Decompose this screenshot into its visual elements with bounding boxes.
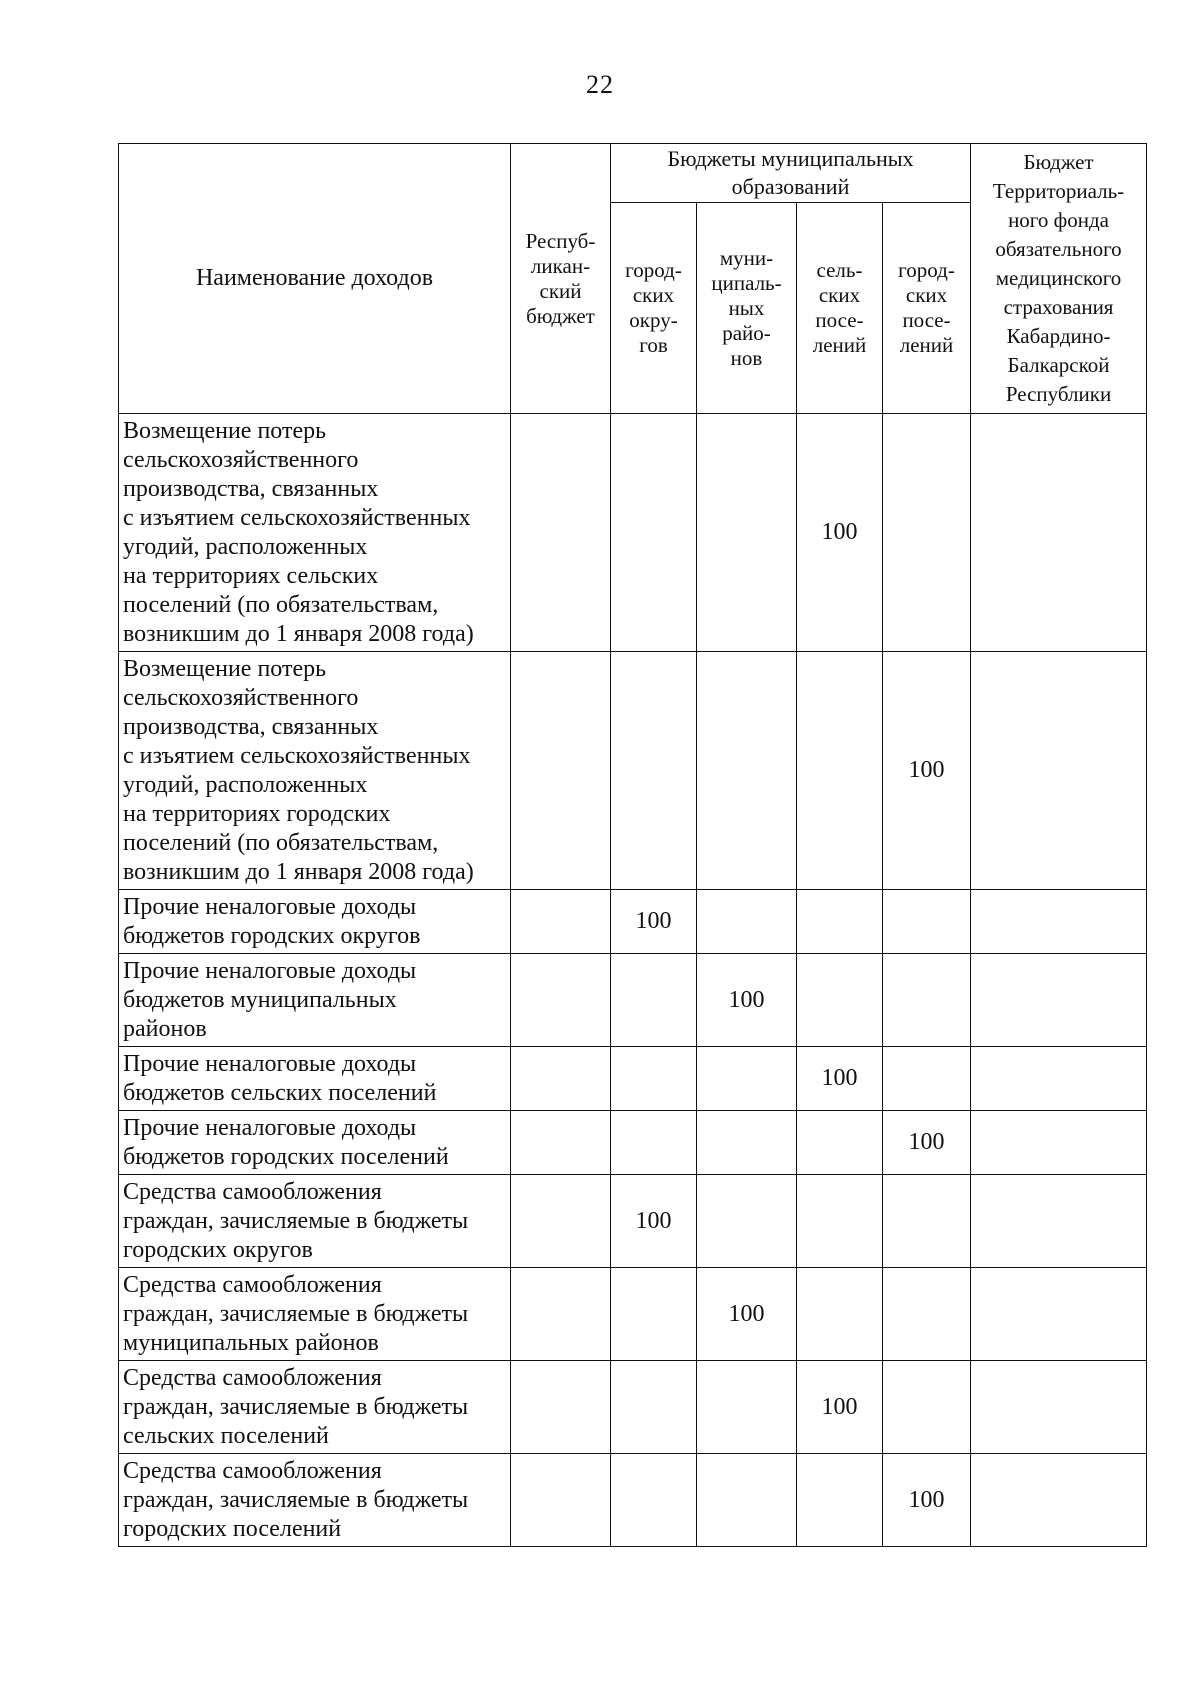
header-line: страхования [1003, 295, 1114, 319]
city-districts-cell: 100 [611, 1175, 697, 1268]
city-districts-cell [611, 652, 697, 890]
republic-budget-cell [511, 954, 611, 1047]
revenue-name-cell [119, 1047, 511, 1111]
revenue-name-line: бюджетов сельских поселений [123, 1080, 437, 1106]
revenue-name-line: возникшим до 1 января 2008 года) [123, 621, 474, 647]
revenue-name-line: муниципальных районов [123, 1330, 379, 1356]
city-districts-cell [611, 1268, 697, 1361]
revenue-name-line: городских поселений [123, 1516, 342, 1542]
table-row [119, 1111, 1147, 1175]
header-line: посе- [902, 308, 951, 332]
revenue-name-line: угодий, расположенных [123, 534, 368, 560]
municipal-districts-cell: 100 [697, 954, 797, 1047]
header-line: город- [625, 258, 682, 282]
header-municipal-districts [697, 203, 797, 414]
rural-settlements-cell [797, 1175, 883, 1268]
header-line: город- [898, 258, 955, 282]
city-districts-cell [611, 954, 697, 1047]
revenue-name-line: поселений (по обязательствам, [123, 592, 439, 618]
rural-settlements-cell [797, 954, 883, 1047]
header-line: окру- [629, 308, 678, 332]
revenue-name-cell [119, 414, 511, 652]
table-row [119, 954, 1147, 1047]
header-line: ских [818, 283, 861, 307]
header-line: обязательного [995, 237, 1122, 261]
revenue-name-line: с изъятием сельскохозяйственных [123, 743, 471, 769]
republic-budget-cell [511, 652, 611, 890]
revenue-name-cell [119, 890, 511, 954]
header-line: ских [632, 283, 675, 307]
municipal-districts-cell [697, 1454, 797, 1547]
revenue-name-line: угодий, расположенных [123, 772, 368, 798]
header-line: нов [730, 345, 763, 370]
header-rural-settlements [797, 203, 883, 414]
header-line: сель- [816, 258, 863, 282]
urban-settlements-cell: 100 [883, 1454, 971, 1547]
header-line: ский [539, 278, 582, 303]
revenue-name-line: Прочие неналоговые доходы [123, 1051, 417, 1077]
revenue-name-line: Прочие неналоговые доходы [123, 894, 417, 920]
table-row [119, 1175, 1147, 1268]
urban-settlements-cell: 100 [883, 652, 971, 890]
revenue-name-cell [119, 1454, 511, 1547]
revenue-name-line: Средства самообложения [123, 1458, 382, 1484]
header-territorial-fund-budget [971, 144, 1147, 414]
header-line: ликан- [530, 253, 591, 278]
revenue-name-line: с изъятием сельскохозяйственных [123, 505, 471, 531]
territorial-fund-cell [971, 1361, 1147, 1454]
revenue-name-line: Средства самообложения [123, 1365, 382, 1391]
revenue-name-line: бюджетов городских округов [123, 923, 421, 949]
municipal-districts-cell [697, 1111, 797, 1175]
header-line: Кабардино- [1006, 324, 1111, 348]
revenue-name-line: граждан, зачисляемые в бюджеты [123, 1301, 469, 1327]
urban-settlements-cell [883, 890, 971, 954]
table-row [119, 1268, 1147, 1361]
header-line: бюджет [526, 303, 595, 328]
municipal-districts-cell: 100 [697, 1268, 797, 1361]
rural-settlements-cell: 100 [797, 414, 883, 652]
revenue-name-line: производства, связанных [123, 714, 379, 740]
revenue-name-cell [119, 1361, 511, 1454]
territorial-fund-cell [971, 1454, 1147, 1547]
table-row [119, 890, 1147, 954]
table-row [119, 1361, 1147, 1454]
revenue-name-line: сельскохозяйственного [123, 447, 359, 473]
revenue-name-cell [119, 1175, 511, 1268]
revenue-name-line: городских округов [123, 1237, 313, 1263]
city-districts-cell [611, 1047, 697, 1111]
table-row [119, 1454, 1147, 1547]
republic-budget-cell [511, 1454, 611, 1547]
header-line: Бюджет [1023, 150, 1094, 174]
revenue-name-line: поселений (по обязательствам, [123, 830, 439, 856]
territorial-fund-cell [971, 414, 1147, 652]
header-line: медицинского [995, 266, 1122, 290]
revenue-name-line: районов [123, 1016, 207, 1042]
revenue-name-line: граждан, зачисляемые в бюджеты [123, 1487, 469, 1513]
republic-budget-cell [511, 1111, 611, 1175]
header-city-districts [611, 203, 697, 414]
header-line: ципаль- [711, 270, 782, 295]
revenue-name-line: производства, связанных [123, 476, 379, 502]
revenue-name-line: Возмещение потерь [123, 656, 327, 682]
territorial-fund-cell [971, 1111, 1147, 1175]
revenue-name-line: возникшим до 1 января 2008 года) [123, 859, 474, 885]
territorial-fund-cell [971, 890, 1147, 954]
territorial-fund-cell [971, 1175, 1147, 1268]
header-line: Республики [1005, 382, 1112, 406]
urban-settlements-cell [883, 954, 971, 1047]
revenue-name-line: Средства самообложения [123, 1272, 382, 1298]
city-districts-cell [611, 1361, 697, 1454]
header-urban-settlements [883, 203, 971, 414]
revenue-name-cell [119, 954, 511, 1047]
urban-settlements-cell [883, 1047, 971, 1111]
republic-budget-cell [511, 1047, 611, 1111]
rural-settlements-cell [797, 1268, 883, 1361]
header-line: образований [731, 174, 850, 199]
table-row [119, 652, 1147, 890]
header-line: лений [899, 333, 954, 357]
city-districts-cell [611, 414, 697, 652]
revenue-name-line: сельских поселений [123, 1423, 329, 1449]
urban-settlements-cell [883, 414, 971, 652]
republic-budget-cell [511, 890, 611, 954]
revenue-name-cell [119, 1268, 511, 1361]
table-row [119, 1047, 1147, 1111]
revenue-name-cell [119, 652, 511, 890]
rural-settlements-cell: 100 [797, 1361, 883, 1454]
rural-settlements-cell: 100 [797, 1047, 883, 1111]
header-line: ного фонда [1008, 208, 1109, 232]
header-republic-budget [511, 144, 611, 414]
header-line: посе- [815, 308, 864, 332]
table-row [119, 414, 1147, 652]
urban-settlements-cell [883, 1361, 971, 1454]
city-districts-cell [611, 1454, 697, 1547]
header-line: лений [812, 333, 867, 357]
republic-budget-cell [511, 1175, 611, 1268]
republic-budget-cell [511, 414, 611, 652]
municipal-districts-cell [697, 890, 797, 954]
republic-budget-cell [511, 1268, 611, 1361]
municipal-districts-cell [697, 652, 797, 890]
revenue-name-line: Прочие неналоговые доходы [123, 958, 417, 984]
header-line: ских [905, 283, 948, 307]
header-line: Территориаль- [992, 179, 1125, 203]
header-line: муни- [719, 245, 774, 270]
revenue-name-line: на территориях городских [123, 801, 391, 827]
urban-settlements-cell [883, 1268, 971, 1361]
municipal-districts-cell [697, 1175, 797, 1268]
revenue-name-line: граждан, зачисляемые в бюджеты [123, 1394, 469, 1420]
header-line: ных [728, 295, 765, 320]
revenue-name-line: на территориях сельских [123, 563, 379, 589]
revenue-distribution-table [118, 143, 1147, 1547]
revenue-name-line: граждан, зачисляемые в бюджеты [123, 1208, 469, 1234]
revenue-name-line: Прочие неналоговые доходы [123, 1115, 417, 1141]
city-districts-cell [611, 1111, 697, 1175]
territorial-fund-cell [971, 1047, 1147, 1111]
territorial-fund-cell [971, 1268, 1147, 1361]
revenue-name-line: сельскохозяйственного [123, 685, 359, 711]
municipal-districts-cell [697, 414, 797, 652]
revenue-name-cell [119, 1111, 511, 1175]
municipal-districts-cell [697, 1361, 797, 1454]
header-line: Бюджеты муниципальных [667, 146, 914, 171]
header-municipal-budgets [611, 144, 971, 203]
rural-settlements-cell [797, 652, 883, 890]
rural-settlements-cell [797, 1454, 883, 1547]
revenue-name-line: Средства самообложения [123, 1179, 382, 1205]
rural-settlements-cell [797, 1111, 883, 1175]
table-body [119, 414, 1147, 1547]
header-line: гов [639, 333, 668, 357]
republic-budget-cell [511, 1361, 611, 1454]
header-line: райо- [722, 320, 771, 345]
urban-settlements-cell: 100 [883, 1111, 971, 1175]
revenue-name-line: Возмещение потерь [123, 418, 327, 444]
urban-settlements-cell [883, 1175, 971, 1268]
header-line: Балкарской [1007, 353, 1110, 377]
revenue-name-line: бюджетов муниципальных [123, 987, 397, 1013]
header-revenue-name: Наименование доходов [119, 144, 511, 414]
revenue-name-line: бюджетов городских поселений [123, 1144, 449, 1170]
municipal-districts-cell [697, 1047, 797, 1111]
page-number: 22 [586, 70, 614, 99]
rural-settlements-cell [797, 890, 883, 954]
territorial-fund-cell [971, 652, 1147, 890]
city-districts-cell: 100 [611, 890, 697, 954]
header-line: Респуб- [525, 228, 596, 253]
territorial-fund-cell [971, 954, 1147, 1047]
